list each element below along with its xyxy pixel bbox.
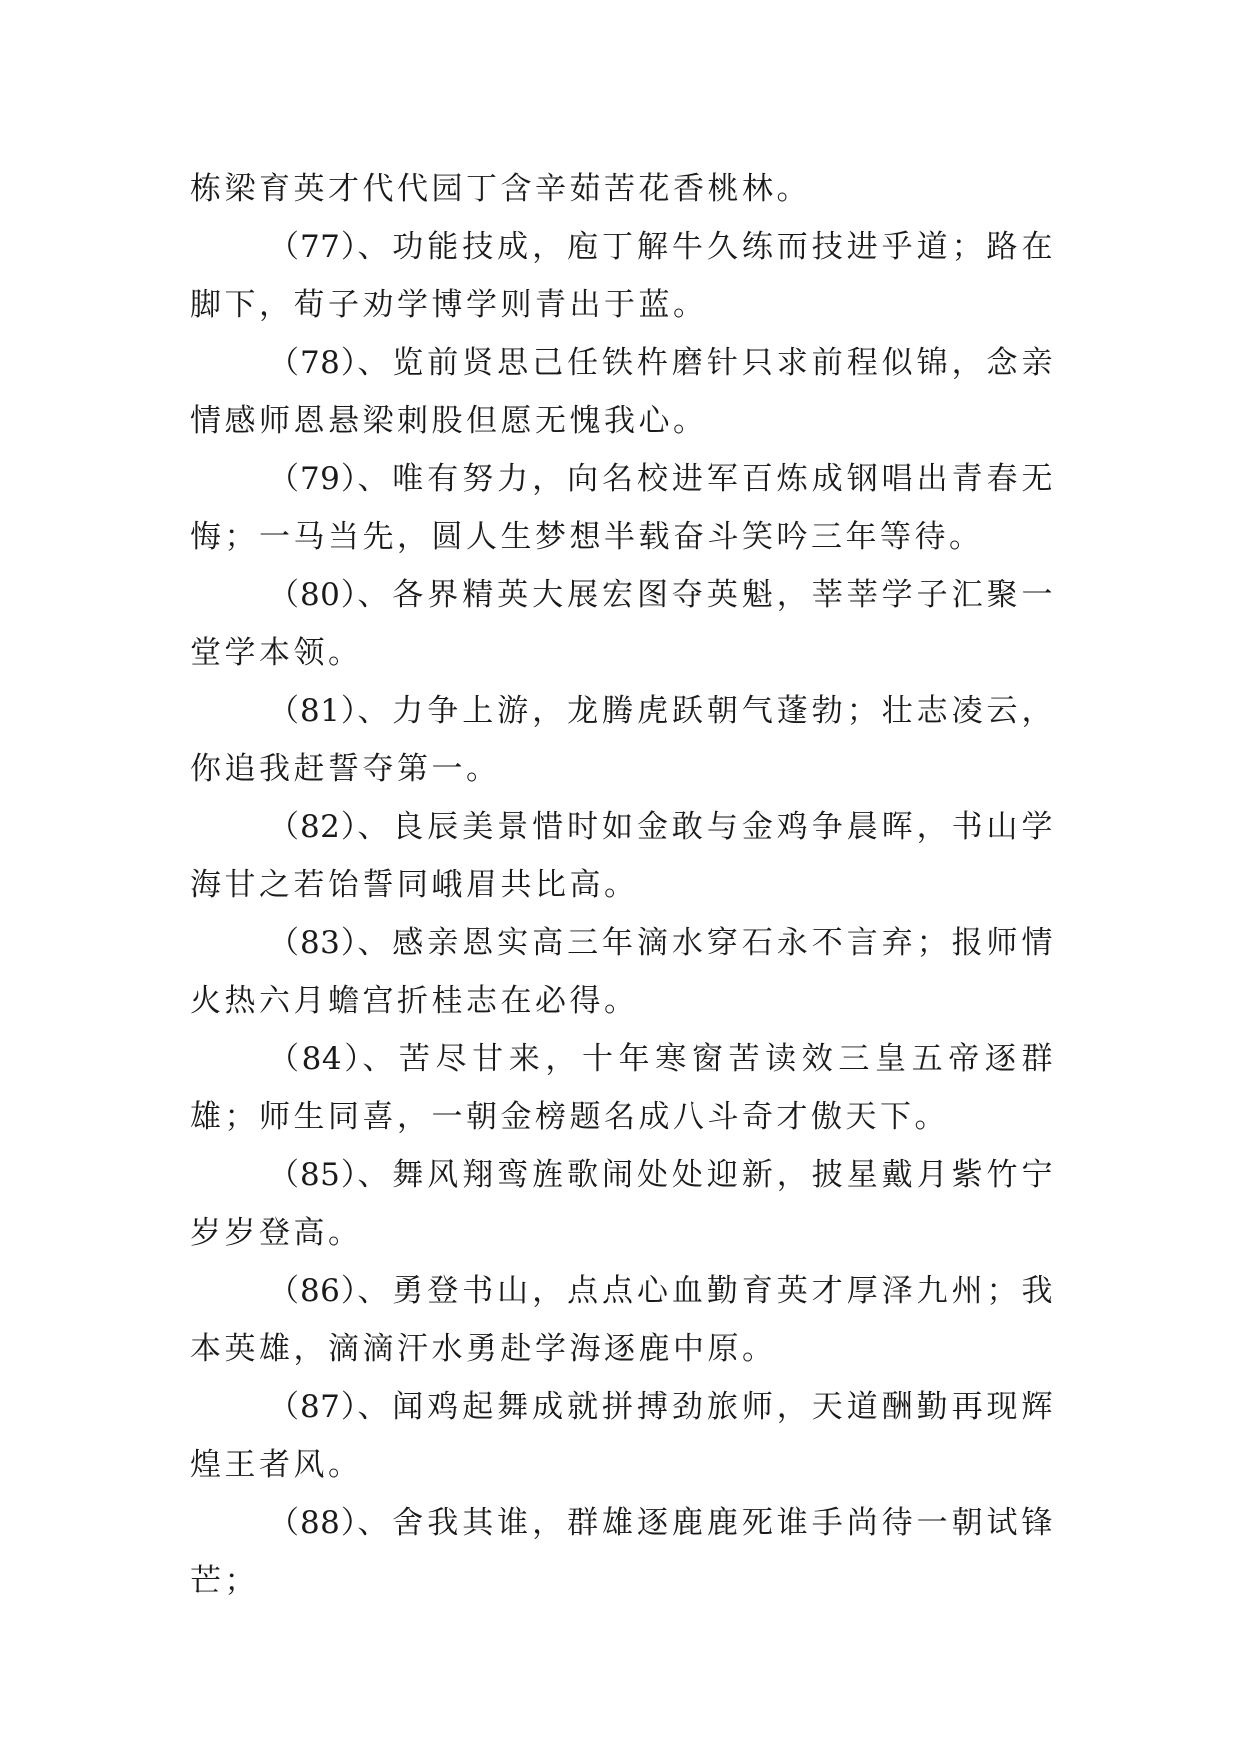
couplet-paragraph-86: [190, 1262, 1056, 1378]
paragraph-text: 、良辰美景惜时如金敢与金鸡争晨晖，书山学海甘之若饴誓同峨眉共比高。: [190, 809, 1057, 903]
paragraph-number: （77）: [268, 229, 358, 265]
paragraph-number: （86）: [268, 1273, 358, 1309]
couplet-paragraph-88: [190, 1494, 1056, 1610]
couplet-paragraph-77: [190, 218, 1056, 334]
couplet-paragraph-81: [190, 682, 1056, 798]
paragraph-number: （83）: [268, 925, 358, 961]
paragraph-text: 、各界精英大展宏图夺英魁，莘莘学子汇聚一堂学本领。: [190, 577, 1057, 671]
paragraph-text: 、舍我其谁，群雄逐鹿鹿死谁手尚待一朝试锋芒；: [190, 1505, 1057, 1599]
paragraph-number: （85）: [268, 1157, 358, 1193]
paragraph-text: 、功能技成，庖丁解牛久练而技进乎道；路在脚下，荀子劝学博学则青出于蓝。: [190, 229, 1057, 323]
paragraph-text: 、舞风翔鸾旌歌闹处处迎新，披星戴月紫竹宁岁岁登高。: [190, 1157, 1057, 1251]
paragraph-number: （82）: [268, 809, 358, 845]
paragraph-text: 、苦尽甘来，十年寒窗苦读效三皇五帝逐群雄；师生同喜，一朝金榜题名成八斗奇才傲天下。: [190, 1041, 1056, 1135]
couplet-paragraph-84: [190, 1030, 1056, 1146]
couplet-paragraph-85: [190, 1146, 1056, 1262]
paragraph-text: 、唯有努力，向名校进军百炼成钢唱出青春无悔；一马当先，圆人生梦想半载奋斗笑吟三年等待。: [190, 461, 1057, 555]
paragraph-text: 、览前贤思己任铁杵磨针只求前程似锦，念亲情感师恩悬梁刺股但愿无愧我心。: [190, 345, 1057, 439]
paragraph-text: 、勇登书山，点点心血勤育英才厚泽九州；我本英雄，滴滴汗水勇赴学海逐鹿中原。: [190, 1273, 1057, 1367]
document-body: [190, 160, 1056, 1610]
paragraph-text: 、力争上游，龙腾虎跃朝气蓬勃；壮志凌云，你追我赶誓夺第一。: [190, 693, 1057, 787]
paragraph-number: （87）: [268, 1389, 358, 1425]
couplet-paragraph-82: [190, 798, 1056, 914]
paragraph-text: 、闻鸡起舞成就拼搏劲旅师，天道酬勤再现辉煌王者风。: [190, 1389, 1057, 1483]
paragraph-text: 、感亲恩实高三年滴水穿石永不言弃；报师情火热六月蟾宫折桂志在必得。: [190, 925, 1057, 1019]
couplet-paragraph-83: [190, 914, 1056, 1030]
couplet-paragraph-78: [190, 334, 1056, 450]
paragraph-number: （88）: [268, 1505, 358, 1541]
paragraph-number: （81）: [268, 693, 358, 729]
lead-in-paragraph: 栋梁育英才代代园丁含辛茹苦花香桃林。: [190, 171, 811, 207]
couplet-paragraph-80: [190, 566, 1056, 682]
paragraph-number: （79）: [268, 461, 358, 497]
couplet-paragraph-87: [190, 1378, 1056, 1494]
paragraph-number: （78）: [268, 345, 358, 381]
paragraph-number: （84）: [268, 1041, 363, 1077]
paragraph-number: （80）: [268, 577, 358, 613]
couplet-paragraph-79: [190, 450, 1056, 566]
